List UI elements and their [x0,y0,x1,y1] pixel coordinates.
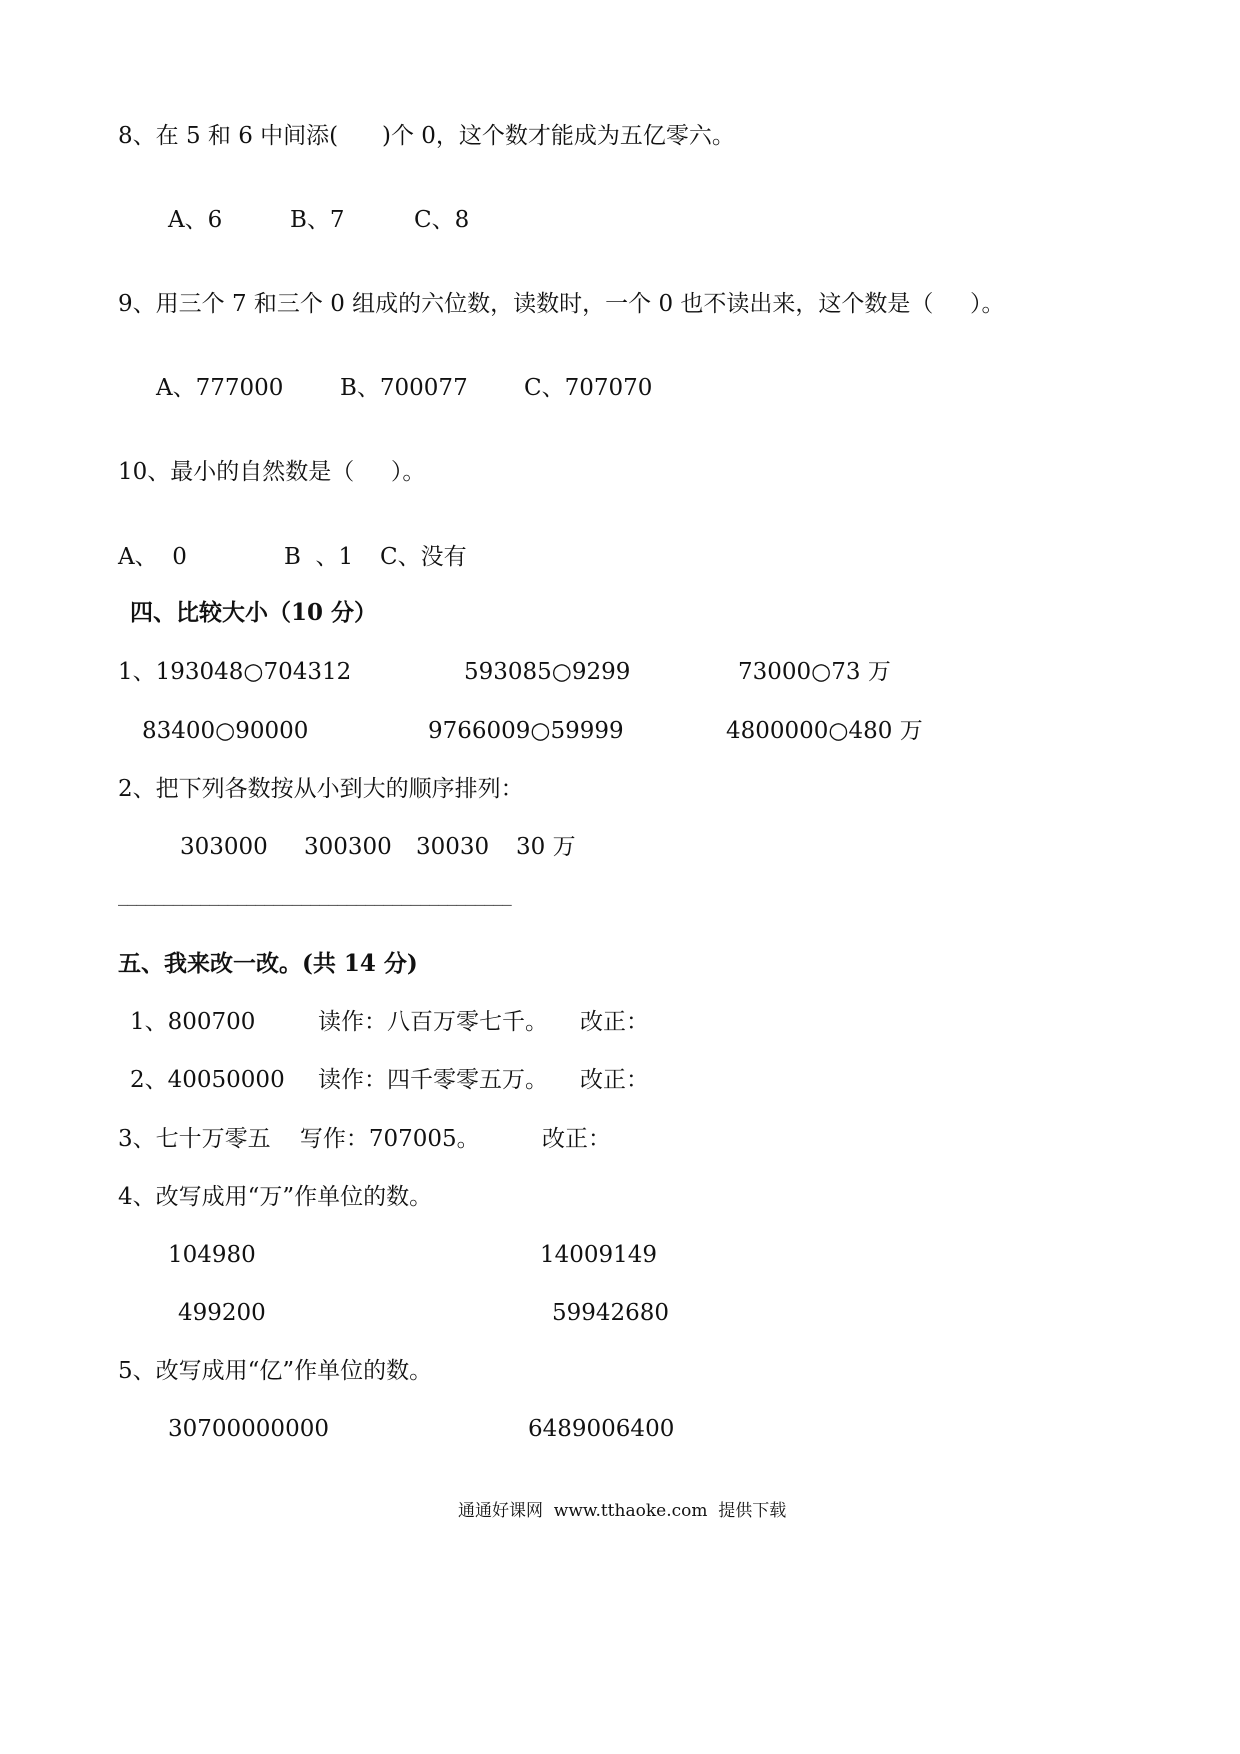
q10-option-c: C、没有 [380,544,467,570]
compare-item: 1、193048○704312 [118,659,352,685]
compare-item: 9766009○59999 [428,718,624,744]
correction-fix-label: 改正： [580,1009,649,1035]
q8-option-c: C、8 [414,207,470,233]
sort-number: 30 万 [516,834,576,860]
sort-question-stem: 2、把下列各数按从小到大的顺序排列： [118,776,524,802]
compare-item: 593085○9299 [464,659,631,685]
convert-yi-stem: 5、改写成用“亿”作单位的数。 [118,1358,433,1384]
q10-option-a: A、 0 [118,544,187,570]
compare-item: 73000○73 万 [738,659,891,685]
convert-number: 499200 [178,1300,266,1326]
q9-option-b: B、700077 [340,375,468,401]
q10-option-b: B 、1 [284,544,354,570]
q8-option-b: B、7 [290,207,345,233]
q8-stem: 8、在 5 和 6 中间添( )个 0，这个数才能成为五亿零六。 [118,123,735,149]
correction-reading: 读作：八百万零七千。 [318,1009,548,1035]
q10-stem: 10、最小的自然数是（ ）。 [118,459,426,485]
section4-title: 四、比较大小（10 分） [130,599,378,626]
convert-number: 14009149 [540,1242,658,1268]
correction-item: 3、七十万零五 写作：707005。 [118,1126,480,1152]
q9-option-a: A、777000 [156,375,284,401]
convert-wan-stem: 4、改写成用“万”作单位的数。 [118,1184,433,1210]
section5-title: 五、我来改一改。(共 14 分) [118,950,418,977]
page-footer: 通通好课网 www.tthaoke.com 提供下载 [458,1501,787,1521]
q9-stem: 9、用三个 7 和三个 0 组成的六位数，读数时，一个 0 也不读出来，这个数是（ ）。 [118,291,1005,317]
q8-option-a: A、6 [168,207,223,233]
compare-item: 83400○90000 [142,718,309,744]
answer-line: ___________________________________________ [118,884,512,906]
sort-number: 30030 [416,834,490,860]
sort-number: 300300 [304,834,392,860]
correction-number: 2、40050000 [130,1067,285,1093]
correction-fix-label: 改正： [580,1067,649,1093]
q9-option-c: C、707070 [524,375,653,401]
convert-number: 59942680 [552,1300,670,1326]
correction-fix-label: 改正： [542,1126,611,1152]
correction-number: 1、800700 [130,1009,256,1035]
convert-number: 30700000000 [168,1416,329,1442]
compare-item: 4800000○480 万 [726,718,923,744]
convert-number: 6489006400 [528,1416,675,1442]
correction-reading: 读作：四千零零五万。 [318,1067,548,1093]
convert-number: 104980 [168,1242,256,1268]
sort-number: 303000 [180,834,268,860]
